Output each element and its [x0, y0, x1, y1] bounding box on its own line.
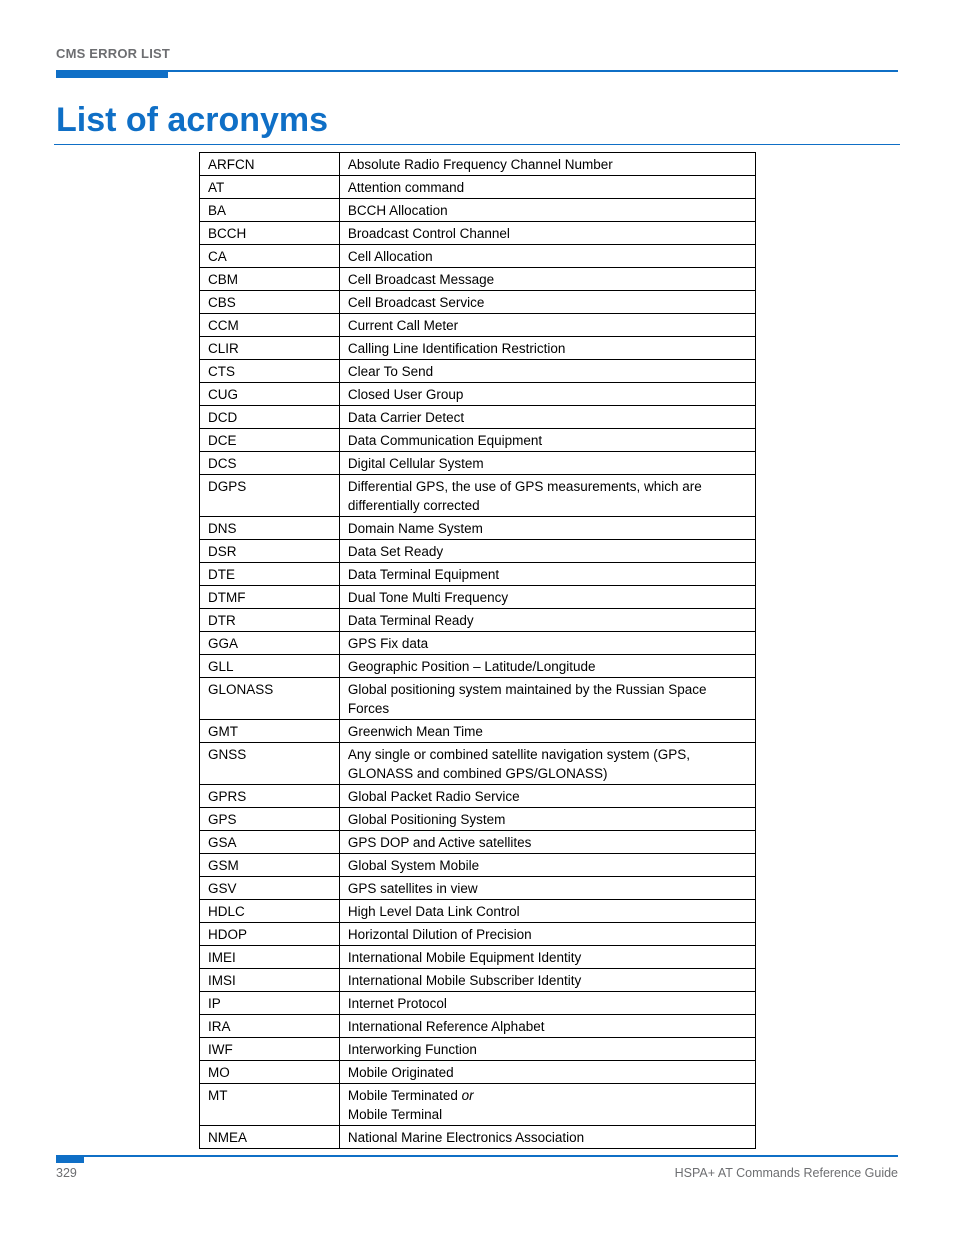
acronym-cell: BA: [200, 199, 340, 222]
definition-text: Geographic Position – Latitude/Longitude: [347, 659, 596, 674]
definition-line: [348, 316, 747, 335]
acronym-cell: CBS: [200, 291, 340, 314]
definition-text: Closed User Group: [347, 387, 464, 402]
definition-line: [348, 810, 747, 829]
definition-cell: [339, 314, 755, 337]
table-row: [200, 877, 756, 900]
acronym-cell: IRA: [200, 1015, 340, 1038]
definition-line: [348, 519, 747, 538]
definition-cell: [339, 406, 755, 429]
definition-text: Absolute Radio Frequency Channel Number: [347, 157, 613, 172]
table-row: [200, 900, 756, 923]
definition-cell: [339, 1015, 755, 1038]
acronym-cell: NMEA: [200, 1126, 340, 1149]
definition-text: Mobile Terminated: [347, 1088, 458, 1103]
table-row: [200, 854, 756, 877]
acronym-cell: CTS: [200, 360, 340, 383]
definition-line: [348, 477, 747, 496]
table-row: [200, 383, 756, 406]
acronym-cell: HDOP: [200, 923, 340, 946]
title-divider: [54, 144, 900, 145]
definition-text: International Mobile Subscriber Identity: [347, 973, 582, 988]
definition-cell: [339, 946, 755, 969]
definition-text: Cell Allocation: [347, 249, 433, 264]
definition-line: [348, 588, 747, 607]
definition-text: Any single or combined satellite navigation system (GPS,: [347, 747, 690, 762]
table-row: [200, 222, 756, 245]
definition-text: Current Call Meter: [347, 318, 459, 333]
table-row: [200, 540, 756, 563]
acronym-cell: GLONASS: [200, 678, 340, 720]
acronym-cell: GSV: [200, 877, 340, 900]
acronym-cell: GSA: [200, 831, 340, 854]
definition-text: BCCH Allocation: [347, 203, 448, 218]
acronym-cell: MT: [200, 1084, 340, 1126]
document-title: HSPA+ AT Commands Reference Guide: [674, 1166, 898, 1180]
definition-cell: [339, 222, 755, 245]
table-row: [200, 831, 756, 854]
page-number: 329: [56, 1166, 77, 1180]
definition-line: [348, 787, 747, 806]
acronym-cell: CLIR: [200, 337, 340, 360]
table-row: [200, 199, 756, 222]
definition-line: [348, 201, 747, 220]
acronym-cell: HDLC: [200, 900, 340, 923]
definition-cell: [339, 854, 755, 877]
definition-text: Interworking Function: [347, 1042, 477, 1057]
definition-text: Internet Protocol: [347, 996, 447, 1011]
definition-text: GPS Fix data: [347, 636, 429, 651]
section-header-label: CMS ERROR LIST: [56, 46, 171, 61]
acronym-cell: GPRS: [200, 785, 340, 808]
definition-text: Cell Broadcast Service: [347, 295, 485, 310]
table-row: [200, 314, 756, 337]
definition-line: [348, 745, 747, 764]
table-row: [200, 992, 756, 1015]
definition-cell: [339, 743, 755, 785]
acronym-cell: DTMF: [200, 586, 340, 609]
definition-cell: [339, 1126, 755, 1149]
table-row: [200, 923, 756, 946]
table-row: [200, 1015, 756, 1038]
definition-text: GPS satellites in view: [347, 881, 478, 896]
table-row: [200, 586, 756, 609]
definition-cell: [339, 923, 755, 946]
definition-text: Global positioning system maintained by the Russian Space: [347, 682, 707, 697]
table-row: [200, 1061, 756, 1084]
definition-text: Data Set Ready: [347, 544, 444, 559]
acronym-cell: IWF: [200, 1038, 340, 1061]
definition-line: [348, 339, 747, 358]
definition-text: Data Communication Equipment: [347, 433, 543, 448]
definition-cell: [339, 429, 755, 452]
definition-cell: [339, 1061, 755, 1084]
definition-text: Digital Cellular System: [347, 456, 484, 471]
definition-line: [348, 385, 747, 404]
definition-text: Clear To Send: [347, 364, 434, 379]
table-row: [200, 655, 756, 678]
table-row: [200, 337, 756, 360]
definition-cell: [339, 517, 755, 540]
definition-cell: [339, 452, 755, 475]
header-divider: [56, 70, 898, 72]
definition-line: [348, 247, 747, 266]
definition-cell: [339, 563, 755, 586]
table-row: [200, 153, 756, 176]
definition-line: [348, 1128, 747, 1147]
definition-line: [348, 1063, 747, 1082]
definition-text: GLONASS and combined GPS/GLONASS): [347, 766, 608, 781]
table-row: [200, 245, 756, 268]
definition-text: Data Terminal Ready: [347, 613, 474, 628]
definition-line: [348, 902, 747, 921]
definition-text: Mobile Terminal: [347, 1107, 443, 1122]
definition-cell: [339, 291, 755, 314]
definition-line: [348, 994, 747, 1013]
footer-accent-block: [56, 1155, 84, 1163]
definition-connector: or: [461, 1088, 474, 1103]
definition-cell: [339, 900, 755, 923]
definition-cell: [339, 360, 755, 383]
definition-cell: [339, 475, 755, 517]
footer-divider: [56, 1155, 898, 1157]
page-title: List of acronyms: [56, 101, 329, 139]
acronym-cell: IP: [200, 992, 340, 1015]
definition-line: [348, 971, 747, 990]
definition-text: Global System Mobile: [347, 858, 480, 873]
definition-text: Calling Line Identification Restriction: [347, 341, 566, 356]
definition-line: [348, 565, 747, 584]
definition-cell: [339, 969, 755, 992]
definition-text: Dual Tone Multi Frequency: [347, 590, 509, 605]
table-row: [200, 1126, 756, 1149]
acronym-table-body: [200, 153, 756, 1149]
acronym-cell: GPS: [200, 808, 340, 831]
acronym-cell: GLL: [200, 655, 340, 678]
definition-cell: [339, 808, 755, 831]
definition-line: [348, 408, 747, 427]
definition-line: [348, 362, 747, 381]
definition-cell: [339, 1038, 755, 1061]
acronym-cell: GNSS: [200, 743, 340, 785]
table-row: [200, 1038, 756, 1061]
table-row: [200, 360, 756, 383]
table-row: [200, 452, 756, 475]
acronym-cell: DTR: [200, 609, 340, 632]
acronym-cell: BCCH: [200, 222, 340, 245]
table-row: [200, 743, 756, 785]
acronym-cell: GSM: [200, 854, 340, 877]
definition-text: Attention command: [347, 180, 465, 195]
acronym-cell: CA: [200, 245, 340, 268]
definition-cell: [339, 586, 755, 609]
definition-line: [348, 293, 747, 312]
definition-line: [348, 611, 747, 630]
definition-cell: [339, 1084, 755, 1126]
definition-text: Greenwich Mean Time: [347, 724, 483, 739]
definition-cell: [339, 245, 755, 268]
table-row: [200, 429, 756, 452]
definition-text: Cell Broadcast Message: [347, 272, 495, 287]
acronym-cell: DCD: [200, 406, 340, 429]
definition-line: [348, 1040, 747, 1059]
acronym-cell: CCM: [200, 314, 340, 337]
table-row: [200, 720, 756, 743]
acronym-cell: DCS: [200, 452, 340, 475]
definition-text: National Marine Electronics Association: [347, 1130, 585, 1145]
acronym-cell: IMSI: [200, 969, 340, 992]
table-row: [200, 632, 756, 655]
definition-text: differentially corrected: [347, 498, 480, 513]
definition-text: Data Terminal Equipment: [347, 567, 500, 582]
acronym-cell: CUG: [200, 383, 340, 406]
definition-cell: [339, 785, 755, 808]
definition-cell: [339, 678, 755, 720]
definition-line: [348, 634, 747, 653]
definition-text: Global Positioning System: [347, 812, 506, 827]
definition-cell: [339, 199, 755, 222]
table-row: [200, 268, 756, 291]
definition-cell: [339, 609, 755, 632]
definition-line: [348, 178, 747, 197]
definition-cell: [339, 268, 755, 291]
definition-line: [348, 856, 747, 875]
definition-line: [348, 699, 747, 718]
acronym-cell: MO: [200, 1061, 340, 1084]
acronym-cell: IMEI: [200, 946, 340, 969]
definition-cell: [339, 992, 755, 1015]
definition-cell: [339, 720, 755, 743]
definition-line: [348, 879, 747, 898]
acronym-cell: DGPS: [200, 475, 340, 517]
table-row: [200, 969, 756, 992]
definition-line: [348, 454, 747, 473]
definition-cell: [339, 153, 755, 176]
table-row: [200, 563, 756, 586]
definition-text: Domain Name System: [347, 521, 483, 536]
definition-line: [348, 224, 747, 243]
definition-line: [348, 722, 747, 741]
acronym-cell: GMT: [200, 720, 340, 743]
table-row: [200, 808, 756, 831]
definition-line: [348, 542, 747, 561]
header-accent-block: [56, 70, 168, 78]
definition-line: [348, 270, 747, 289]
definition-line: [348, 431, 747, 450]
definition-cell: [339, 176, 755, 199]
definition-text: High Level Data Link Control: [347, 904, 520, 919]
table-row: [200, 946, 756, 969]
definition-line: [348, 948, 747, 967]
definition-text: GPS DOP and Active satellites: [347, 835, 532, 850]
definition-cell: [339, 831, 755, 854]
definition-text: International Mobile Equipment Identity: [347, 950, 582, 965]
definition-cell: [339, 877, 755, 900]
definition-line: [348, 1086, 747, 1105]
table-row: [200, 678, 756, 720]
acronym-cell: DNS: [200, 517, 340, 540]
table-row: [200, 406, 756, 429]
definition-cell: [339, 383, 755, 406]
table-row: [200, 291, 756, 314]
definition-line: [348, 1105, 747, 1124]
definition-line: [348, 496, 747, 515]
definition-line: [348, 1017, 747, 1036]
table-row: [200, 176, 756, 199]
definition-cell: [339, 655, 755, 678]
acronym-cell: DTE: [200, 563, 340, 586]
definition-text: Forces: [347, 701, 390, 716]
acronym-cell: GGA: [200, 632, 340, 655]
definition-text: Global Packet Radio Service: [347, 789, 520, 804]
definition-text: Horizontal Dilution of Precision: [347, 927, 532, 942]
definition-line: [348, 155, 747, 174]
table-row: [200, 609, 756, 632]
definition-cell: [339, 540, 755, 563]
definition-text: International Reference Alphabet: [347, 1019, 545, 1034]
definition-cell: [339, 337, 755, 360]
acronym-cell: DSR: [200, 540, 340, 563]
definition-cell: [339, 632, 755, 655]
definition-line: [348, 764, 747, 783]
definition-text: Broadcast Control Channel: [347, 226, 510, 241]
table-row: [200, 785, 756, 808]
acronym-cell: AT: [200, 176, 340, 199]
definition-text: Mobile Originated: [347, 1065, 454, 1080]
definition-line: [348, 657, 747, 676]
table-row: [200, 517, 756, 540]
definition-line: [348, 680, 747, 699]
acronym-cell: DCE: [200, 429, 340, 452]
acronym-table: [199, 152, 756, 1149]
acronym-cell: CBM: [200, 268, 340, 291]
definition-line: [348, 833, 747, 852]
table-row: [200, 475, 756, 517]
table-row: [200, 1084, 756, 1126]
acronym-cell: ARFCN: [200, 153, 340, 176]
definition-line: [348, 925, 747, 944]
definition-text: Differential GPS, the use of GPS measurements, which are: [347, 479, 702, 494]
definition-text: Data Carrier Detect: [347, 410, 465, 425]
